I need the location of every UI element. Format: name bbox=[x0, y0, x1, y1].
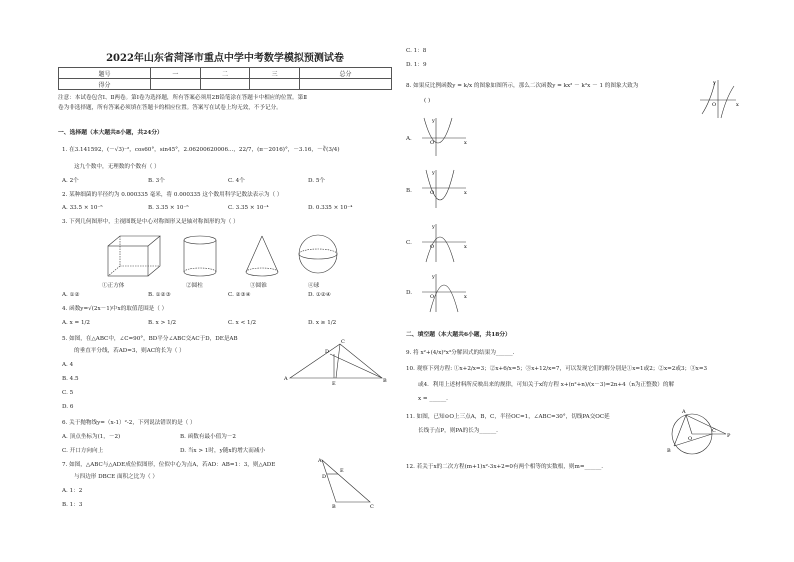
option[interactable]: D. bbox=[406, 290, 413, 296]
option[interactable]: D. 6 bbox=[62, 404, 74, 410]
vertex-label: B bbox=[667, 448, 671, 454]
option[interactable]: D. 0.335 × 10⁻⁴ bbox=[308, 205, 353, 211]
score-header-cell: 二 bbox=[200, 68, 250, 79]
option[interactable]: C. bbox=[406, 240, 412, 246]
notice-line: 注意：本试卷包含Ⅰ、Ⅱ两卷。第Ⅰ卷为选择题，所有答案必须用2B铅笔涂在答题卡中相应的位置。第Ⅱ bbox=[58, 95, 308, 101]
shape-caption: ③圆锥 bbox=[250, 283, 267, 289]
vertex-label: E bbox=[332, 381, 336, 387]
axis-label: x bbox=[736, 102, 739, 108]
option[interactable]: A. 1：2 bbox=[62, 488, 83, 494]
axis-label: x bbox=[464, 140, 467, 146]
vertex-label: A bbox=[284, 376, 288, 382]
option[interactable]: A. x = 1/2 bbox=[62, 320, 90, 326]
vertex-label: D bbox=[322, 474, 327, 480]
option[interactable]: D. 当x > 1时，y随x的增大而减小 bbox=[180, 448, 266, 454]
score-cell[interactable] bbox=[250, 79, 300, 90]
vertex-label: C bbox=[341, 339, 345, 345]
vertex-label: P bbox=[727, 433, 731, 439]
cylinder-shape bbox=[184, 236, 216, 276]
option[interactable]: A. 顶点坐标为(1，－2) bbox=[62, 434, 121, 440]
axis-label: O bbox=[430, 294, 435, 300]
axis-label: O bbox=[430, 140, 435, 146]
question-stem: 10. 观察下列方程: ①x+2/x=3；②x+6/x=5；③x+12/x=7，可以发现它们的解分别是①x=1或2；②x=2或3；③x=3 bbox=[406, 366, 708, 372]
question-stem: 长线于点P，则PA的长为______. bbox=[418, 428, 498, 434]
shape-caption: ④球 bbox=[308, 283, 320, 289]
score-header-cell: 题号 bbox=[59, 68, 151, 79]
option[interactable]: B. 3个 bbox=[148, 178, 165, 184]
cube-shape bbox=[108, 236, 160, 276]
question-stem: 6. 关于抛物线y=（x-1）²-2，下列说法错误的是（ ） bbox=[62, 420, 196, 426]
score-cell[interactable] bbox=[151, 79, 201, 90]
option[interactable]: D. 1：9 bbox=[406, 62, 427, 68]
score-header-cell: 一 bbox=[151, 68, 201, 79]
vertex-label: A bbox=[682, 409, 686, 415]
score-table bbox=[58, 67, 392, 90]
option-graph-a[interactable] bbox=[420, 116, 470, 158]
vertex-label: C bbox=[712, 428, 716, 434]
shape-caption: ①正方体 bbox=[102, 283, 125, 289]
axis-label: y bbox=[713, 80, 716, 86]
question-stem: 7. 如图，△ABC与△ADE成位似图形，位似中心为点A，若AD：AB=1：3，则△ADE bbox=[62, 462, 276, 468]
axis-label: O bbox=[430, 190, 435, 196]
option[interactable]: B. x > 1/2 bbox=[148, 320, 177, 326]
score-header-cell: 总分 bbox=[299, 68, 391, 79]
similar-triangles-figure bbox=[318, 458, 378, 508]
notice-line: 卷为非选择题，所有答案必须填在答题卡的相应位置。答案写在试卷上均无效，不予记分。 bbox=[58, 105, 282, 111]
question-stem: 8. 如果反比例函数y = k/x 的图象如图所示，那么二次函数y = kx² － k²x － 1 的图象大致为 bbox=[406, 83, 639, 89]
option[interactable]: A. 4 bbox=[62, 362, 74, 368]
vertex-label: C bbox=[370, 504, 374, 510]
triangle-abc-figure bbox=[284, 340, 394, 390]
score-table-header-row bbox=[59, 68, 392, 79]
axis-label: O bbox=[712, 102, 717, 108]
option[interactable]: B. 函数有最小值为－2 bbox=[180, 434, 236, 440]
shape-caption: ②圆柱 bbox=[186, 283, 203, 289]
page-title: 2022年山东省菏泽市重点中学中考数学模拟预测试卷 bbox=[106, 53, 344, 64]
score-row-label: 得分 bbox=[59, 79, 151, 90]
option[interactable]: D. ①②④ bbox=[308, 292, 331, 298]
question-stem: 12. 若关于x的二次方程(m+1)x²-3x+2=0有两个相等的实数根，则m=______. bbox=[406, 464, 604, 470]
option[interactable]: C. x < 1/2 bbox=[228, 320, 257, 326]
question-stem: 3. 下列几何图形中，主视图既是中心对称图形又是轴对称图形的为（ ） bbox=[62, 219, 239, 225]
vertex-label: B bbox=[332, 504, 336, 510]
section-heading: 一、选择题（本大题共8小题，共24分） bbox=[58, 130, 163, 136]
axis-label: x bbox=[464, 190, 467, 196]
option[interactable]: C. 1：8 bbox=[406, 48, 427, 54]
score-header-cell: 三 bbox=[250, 68, 300, 79]
vertex-label: B bbox=[383, 378, 387, 384]
option[interactable]: B. bbox=[406, 188, 412, 194]
option[interactable]: C. ②③④ bbox=[228, 292, 251, 298]
question-stem: 4. 函数y=√(2x－1)中x的取值范围是（ ） bbox=[62, 306, 168, 312]
vertex-label: O bbox=[688, 436, 693, 442]
hyperbola-graph bbox=[700, 78, 740, 120]
option[interactable]: B. ①②③ bbox=[148, 292, 171, 298]
option[interactable]: B. 3.35 × 10⁻⁵ bbox=[148, 205, 189, 211]
axis-label: y bbox=[432, 274, 435, 280]
option[interactable]: B. 4.5 bbox=[62, 376, 79, 382]
option[interactable]: C. 3.35 × 10⁻⁴ bbox=[228, 205, 269, 211]
option-graph-b[interactable] bbox=[420, 168, 470, 210]
vertex-label: E bbox=[340, 468, 344, 474]
option[interactable]: C. 5 bbox=[62, 390, 74, 396]
circle-tangent-figure bbox=[662, 410, 732, 458]
question-stem: 的垂直平分线，若AD=3，则AC的长为（ ） bbox=[74, 348, 185, 354]
section-heading: 二、填空题（本大题共6小题，共18分） bbox=[406, 332, 511, 338]
axis-label: O bbox=[430, 244, 435, 250]
question-stem: 与四边形 DBCE 面积之比为（ ） bbox=[74, 474, 158, 480]
score-cell[interactable] bbox=[200, 79, 250, 90]
score-table-row bbox=[59, 79, 392, 90]
score-cell[interactable] bbox=[299, 79, 391, 90]
axis-label: x bbox=[464, 294, 467, 300]
axis-label: y bbox=[432, 118, 435, 124]
option[interactable]: B. 1：3 bbox=[62, 502, 83, 508]
option[interactable]: A. 33.5 × 10⁻⁵ bbox=[62, 205, 103, 211]
option-graph-c[interactable] bbox=[420, 222, 470, 264]
question-stem: x = ______. bbox=[418, 396, 448, 402]
option[interactable]: A. 2个 bbox=[62, 178, 79, 184]
option[interactable]: A. bbox=[406, 136, 412, 142]
option-graph-d[interactable] bbox=[420, 272, 470, 314]
question-stem: 5. 如图，在△ABC中，∠C=90°，BD平分∠ABC交AC于D，DE是AB bbox=[62, 336, 238, 342]
vertex-label: D bbox=[325, 349, 330, 355]
question-stem: 9. 将 x²+(4/x)²x³分解因式的结果为______. bbox=[406, 350, 515, 356]
question-stem: 或4．利用上述材料所反映出来的规律，可知关于x的方程 x+(n²+n)/(x－3)=2n+4（n为正整数）的解 bbox=[418, 382, 675, 388]
option[interactable]: C. 4个 bbox=[228, 178, 245, 184]
option[interactable]: A. ①② bbox=[62, 292, 80, 298]
vertex-label: A bbox=[318, 458, 322, 464]
axis-label: x bbox=[464, 244, 467, 250]
question-stem: ( ) bbox=[424, 98, 431, 104]
cone-shape bbox=[246, 236, 278, 276]
question-stem: 1. 在3.141592，(－√3)⁻²，cos60°，sin45°，2.06200620006...，22/7，(π－2016)°，－3.16，－∛(3/4) bbox=[62, 147, 340, 153]
option[interactable]: D. 5个 bbox=[308, 178, 325, 184]
sphere-shape bbox=[299, 235, 337, 273]
question-stem: 2. 某种细菌的半径约为 0.000335 毫米，将 0.000335 这个数用科学记数法表示为（ ） bbox=[62, 192, 283, 198]
solid-shapes-figure bbox=[100, 234, 360, 284]
option[interactable]: D. x ≥ 1/2 bbox=[308, 320, 337, 326]
axis-label: y bbox=[432, 170, 435, 176]
question-stem: 11. 如图，已知⊙O上三点A，B，C，半径OC=1，∠ABC=30°，切线PA交OC延 bbox=[406, 414, 610, 420]
question-stem: 这九个数中，无理数的个数有（ ） bbox=[74, 164, 160, 170]
option[interactable]: C. 开口方向向上 bbox=[62, 448, 104, 454]
right-column bbox=[400, 0, 794, 562]
axis-label: y bbox=[432, 224, 435, 230]
